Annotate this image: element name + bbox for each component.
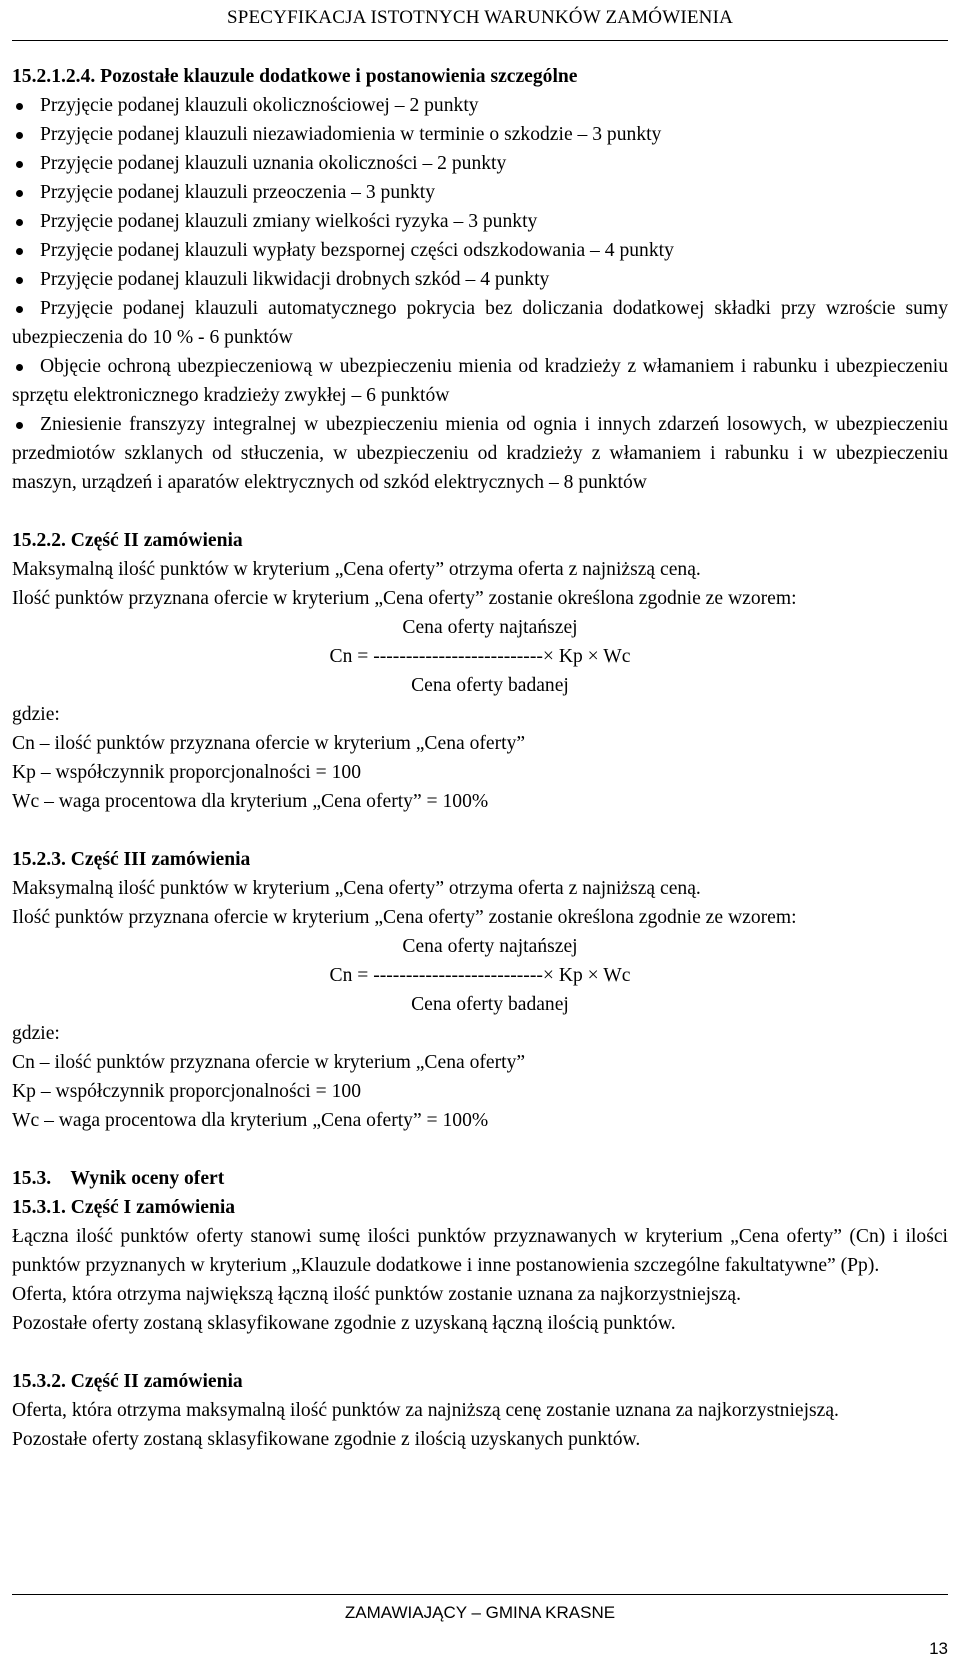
definition: Kp – współczynnik proporcjonalności = 100 (12, 762, 361, 783)
formula-main: Cn = --------------------------× Kp × Wc (329, 646, 631, 667)
definition: Wc – waga procentowa dla kryterium „Cena oferty” = 100% (12, 791, 489, 812)
list-item: Przyjęcie podanej klauzuli automatycznego pokrycia bez doliczania dodatkowej składki przy wzroście sumy ubezpieczenia do 10 % - 6 punktów (12, 294, 948, 352)
paragraph: Ilość punktów przyznana ofercie w kryterium „Cena oferty” zostanie określona zgodnie ze wzorem: (12, 588, 797, 609)
definition: Cn – ilość punktów przyznana ofercie w kryterium „Cena oferty” (12, 733, 526, 754)
formula-numerator: Cena oferty najtańszej (402, 617, 578, 638)
paragraph: Łączna ilość punktów oferty stanowi sumę ilości punktów przyznawanych w kryterium „Cena oferty” (Cn) i ilości punktów przyznanych w kryterium „Klauzule dodatkowe i inne postanowienia szczególne fakultatywne” (Pp). (12, 1226, 948, 1276)
page-footer (12, 1594, 948, 1658)
section-heading-15-3-1: 15.3.1. Część I zamówienia (12, 1197, 236, 1218)
paragraph: Pozostałe oferty zostaną sklasyfikowane zgodnie z ilością uzyskanych punktów. (12, 1429, 641, 1450)
paragraph: Oferta, która otrzyma największą łączną ilość punktów zostanie uznana za najkorzystniejszą. (12, 1284, 742, 1305)
definition: Kp – współczynnik proporcjonalności = 100 (12, 1081, 361, 1102)
formula-main: Cn = --------------------------× Kp × Wc (329, 965, 631, 986)
paragraph: Ilość punktów przyznana ofercie w kryterium „Cena oferty” zostanie określona zgodnie ze wzorem: (12, 907, 797, 928)
section-heading-15-3: 15.3. Wynik oceny ofert (12, 1168, 225, 1189)
list-item: Objęcie ochroną ubezpieczeniową w ubezpieczeniu mienia od kradzieży z włamaniem i rabunku i ubezpieczeniu sprzętu elektronicznego kradzieży zwykłej – 6 punktów (12, 352, 948, 410)
page-content (12, 62, 948, 1454)
formula (12, 613, 948, 700)
list-item: Przyjęcie podanej klauzuli niezawiadomienia w terminie o szkodzie – 3 punkty (12, 120, 948, 149)
clause-list (12, 91, 948, 497)
footer-text: ZAMAWIAJĄCY – GMINA KRASNE (344, 1603, 616, 1622)
formula (12, 932, 948, 1019)
section-heading-15-2-3: 15.2.3. Część III zamówienia (12, 849, 251, 870)
formula-denominator: Cena oferty badanej (411, 994, 569, 1015)
definition: Wc – waga procentowa dla kryterium „Cena oferty” = 100% (12, 1110, 489, 1131)
formula-denominator: Cena oferty badanej (411, 675, 569, 696)
list-item: Przyjęcie podanej klauzuli zmiany wielkości ryzyka – 3 punkty (12, 207, 948, 236)
paragraph: Maksymalną ilość punktów w kryterium „Cena oferty” otrzyma oferta z najniższą ceną. (12, 559, 701, 580)
paragraph: Oferta, która otrzyma maksymalną ilość punktów za najniższą cenę zostanie uznana za najkorzystniejszą. (12, 1400, 839, 1421)
section-heading-15-2-2: 15.2.2. Część II zamówienia (12, 530, 243, 551)
page-number: 13 (929, 1639, 948, 1658)
list-item: Przyjęcie podanej klauzuli uznania okoliczności – 2 punkty (12, 149, 948, 178)
formula-numerator: Cena oferty najtańszej (402, 936, 578, 957)
where-label: gdzie: (12, 1023, 60, 1044)
definition: Cn – ilość punktów przyznana ofercie w kryterium „Cena oferty” (12, 1052, 526, 1073)
list-item: Przyjęcie podanej klauzuli okolicznościowej – 2 punkty (12, 91, 948, 120)
section-heading-15-2-1-2-4: 15.2.1.2.4. Pozostałe klauzule dodatkowe i postanowienia szczególne (12, 66, 578, 87)
where-label: gdzie: (12, 704, 60, 725)
list-item: Przyjęcie podanej klauzuli wypłaty bezspornej części odszkodowania – 4 punkty (12, 236, 948, 265)
list-item: Przyjęcie podanej klauzuli przeoczenia – 3 punkty (12, 178, 948, 207)
section-heading-15-3-2: 15.3.2. Część II zamówienia (12, 1371, 243, 1392)
list-item: Przyjęcie podanej klauzuli likwidacji drobnych szkód – 4 punkty (12, 265, 948, 294)
page-header: SPECYFIKACJA ISTOTNYCH WARUNKÓW ZAMÓWIENIA (12, 0, 948, 41)
paragraph: Maksymalną ilość punktów w kryterium „Cena oferty” otrzyma oferta z najniższą ceną. (12, 878, 701, 899)
paragraph: Pozostałe oferty zostaną sklasyfikowane zgodnie z uzyskaną łączną ilością punktów. (12, 1313, 676, 1334)
list-item: Zniesienie franszyzy integralnej w ubezpieczeniu mienia od ognia i innych zdarzeń losowych, w ubezpieczeniu przedmiotów szklanych od stłuczenia, w ubezpieczeniu od kradzieży z włamaniem i rabunku i w ubezpieczeniu maszyn, urządzeń i aparatów elektrycznych od szkód elektrycznych – 8 punktów (12, 410, 948, 497)
